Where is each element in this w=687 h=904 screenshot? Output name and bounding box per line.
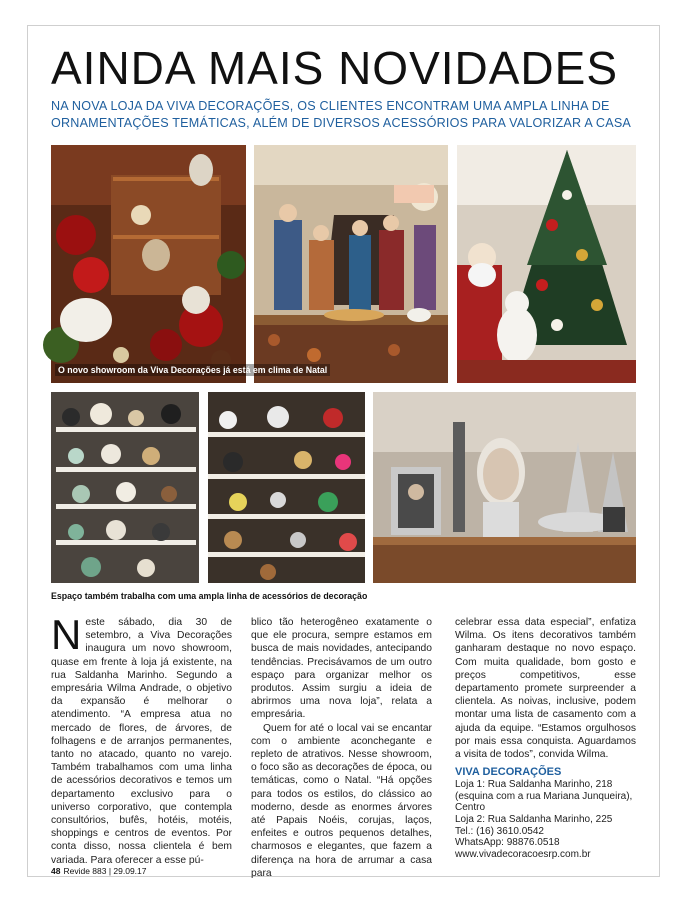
contact-address-2: Loja 2: Rua Saldanha Marinho, 225 xyxy=(455,814,613,826)
page-footer xyxy=(51,866,147,876)
article-column-3 xyxy=(455,616,636,860)
contact-address-1: Loja 1: Rua Saldanha Marinho, 218 (esquina com a rua Mariana Junqueira), Centro xyxy=(455,779,633,814)
drop-cap: N xyxy=(51,611,82,658)
photo-silver-decor xyxy=(373,392,636,583)
page-number: 48 xyxy=(51,866,61,876)
photo-ceramics-shelves xyxy=(51,392,199,583)
issue-info: Revide 883 | 29.09.17 xyxy=(63,866,147,876)
contact-phone: Tel.: (16) 3610.0542 xyxy=(455,825,544,837)
subheadline: NA NOVA LOJA DA VIVA DECORAÇÕES, OS CLIENTES ENCONTRAM UMA AMPLA LINHA DE ORNAMENTAÇÕES TEMÁTICAS, ALÉM DE DIVERSOS ACESSÓRIOS PARA VALORIZAR A CASA xyxy=(51,99,632,130)
photo-christmas-tree xyxy=(457,145,636,383)
contact-title: VIVA DECORAÇÕES xyxy=(455,766,562,779)
article-column-1 xyxy=(51,611,232,867)
photo-owls-display xyxy=(51,145,246,383)
headline: AINDA MAIS NOVIDADES xyxy=(51,42,619,94)
article-column-2 xyxy=(251,616,432,880)
photo-nativity-scene xyxy=(58,145,448,383)
paragraph: Neste sábado, dia 30 de setembro, a Viva Decorações inaugura um novo showroom, quase em frente à loja já existente, na rua Saldanha Marinho. Segundo a empresária Wilma Andrade, o objetivo da expansão é melhorar o atendimento. “A empresa atua no mercado de flores, de árvores, de folhagens e de arranjos permanentes, tanto no atacado, quanto no varejo. Também trabalhamos com uma linha de acessórios decorativos e temos um departamento exclusivo para o universo corporativo, que contempla consultórios, bufês, hotéis, motéis, shoppings e centros de eventos. Por conta disso, nossa clientela é bem variada. Para oferecer a esse pú- xyxy=(51,611,232,866)
contact-website[interactable]: www.vivadecoracoesrp.com.br xyxy=(455,848,591,860)
paragraph: blico tão heterogêneo exatamente o que ele procura, sempre estamos em busca de mais novidades, antecipando tendências. Precisávamos de um outro espaço para organizar melhor os produtos. Assim surgiu a ideia de abrirmos uma nova loja”, relata a empresária. xyxy=(251,617,432,721)
paragraph: Quem for até o local vai se encantar com o ambiente aconchegante e repleto de atrativos. Nesse showroom, o foco são as decorações de época, ou temáticas, como o Natal. “Há opções para todos os estilos, do clássico ao moderno, desde as enormes árvores até Papais Noéis, corujas, laços, enfeites e outros pequenos detalhes, charmosos e elegantes, que fazem a diferença na hora de arrumar a casa para xyxy=(251,722,432,879)
photo-caption-bottom: Espaço também trabalha com uma ampla linha de acessórios de decoração xyxy=(51,591,368,601)
paragraph: celebrar essa data especial”, enfatiza Wilma. Os itens decorativos também ganharam destaque no novo espaço. Com muita qualidade, bom gosto e preços competitivos, esse departamento promete surpreender a clientela. As noivas, inclusive, podem montar uma lista de casamento com a ajuda da equipe. “Estamos orgulhosos por mais essa conquista. Aguardamos a visita de todos”, convida Wilma. xyxy=(455,617,636,761)
photo-decor-items xyxy=(208,392,365,583)
contact-whatsapp: WhatsApp: 98876.0518 xyxy=(455,837,560,849)
photo-caption-top: O novo showroom da Viva Decorações já está em clima de Natal xyxy=(55,364,330,376)
